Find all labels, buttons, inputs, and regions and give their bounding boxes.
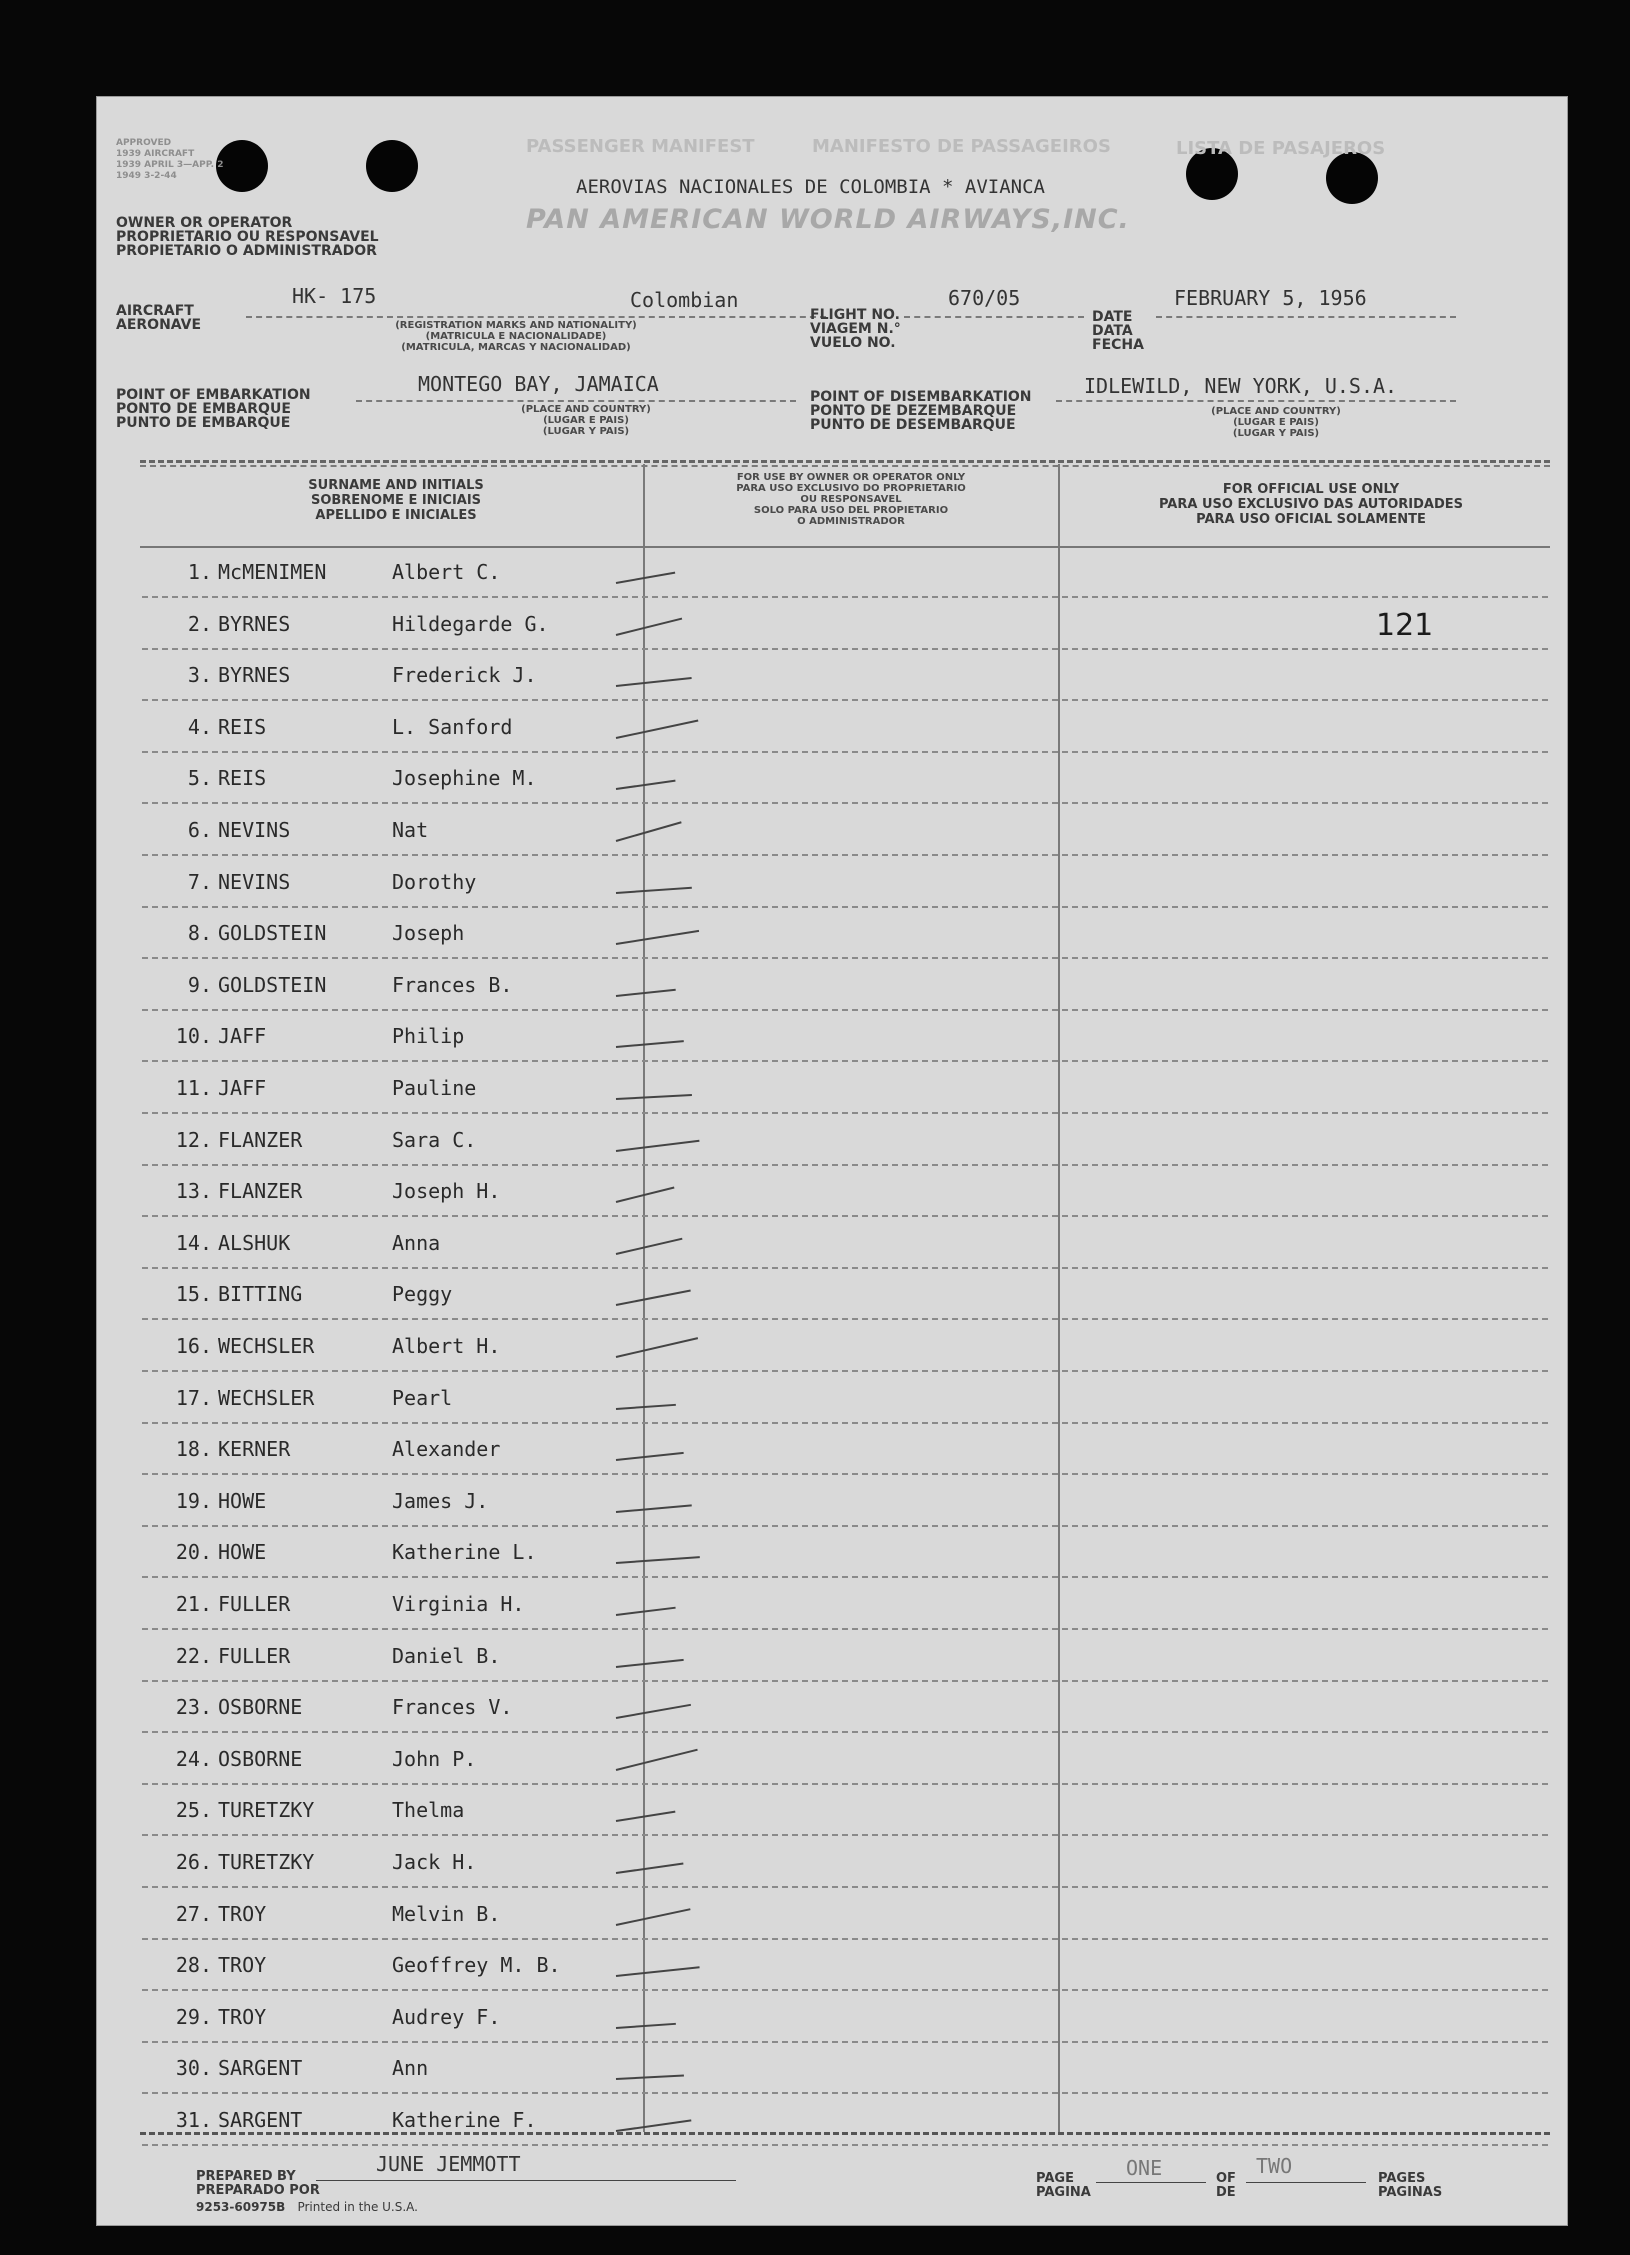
aircraft-label-line: AIRCRAFT [116, 303, 194, 319]
table-row [96, 1580, 1568, 1630]
check-mark [616, 1658, 684, 1667]
official-header-line: FOR OFFICIAL USE ONLY [1222, 482, 1400, 497]
passenger-number: 2. [187, 611, 212, 636]
passenger-surname: HOWE [218, 1540, 267, 1565]
passenger-surname: WECHSLER [218, 1334, 315, 1358]
passenger-number: 8. [187, 921, 212, 946]
disembark-place-note [1176, 406, 1376, 439]
passenger-number: 7. [187, 869, 212, 894]
of-label-line: DE [1216, 2185, 1236, 2200]
passenger-given-name: Frances B. [392, 972, 513, 997]
passenger-number: 23. [175, 1695, 212, 1720]
check-mark [616, 1966, 700, 1977]
date-label [1092, 310, 1144, 352]
passenger-number: 6. [187, 818, 212, 842]
row-rule [142, 1834, 1548, 1836]
form-title-pt: MANIFESTO DE PASSAGEIROS [812, 136, 1111, 157]
row-rule [142, 1886, 1548, 1888]
surname-column-header [176, 478, 616, 523]
table-row [96, 1632, 1568, 1682]
passenger-surname: SARGENT [218, 2108, 303, 2132]
row-rule [142, 906, 1548, 908]
passenger-surname: NEVINS [218, 869, 291, 894]
check-mark [616, 1187, 675, 1203]
check-mark [616, 677, 692, 687]
table-row [96, 1890, 1568, 1940]
check-mark [616, 1238, 683, 1255]
passenger-given-name: Pearl [392, 1385, 453, 1410]
row-rule [142, 1473, 1548, 1475]
place-note-line: (LUGAR E PAIS) [543, 415, 629, 426]
passenger-given-name: Ann [392, 2056, 429, 2081]
airline-operator: PAN AMERICAN WORLD AIRWAYS,INC. [526, 204, 1130, 235]
row-rule [142, 648, 1548, 650]
prepared-label-line: PREPARED BY [196, 2169, 296, 2184]
approval-line: APPROVED [116, 138, 172, 148]
row-rule [142, 1164, 1548, 1166]
row-rule [142, 751, 1548, 753]
table-row [96, 1012, 1568, 1062]
row-rule [142, 1576, 1548, 1578]
passenger-surname: BYRNES [218, 663, 291, 688]
passenger-number: 29. [175, 2004, 212, 2029]
row-rule [142, 1525, 1548, 1527]
operator-header-line: PARA USO EXCLUSIVO DO PROPRIETARIO [736, 483, 966, 494]
passenger-surname: TURETZKY [218, 1850, 315, 1874]
table-row [96, 1786, 1568, 1836]
official-header-line: PARA USO EXCLUSIVO DAS AUTORIDADES [1158, 497, 1464, 512]
table-row [96, 1425, 1568, 1475]
table-row [96, 548, 1568, 598]
passenger-given-name: Albert H. [392, 1334, 501, 1358]
passenger-surname: TROY [218, 1901, 267, 1926]
passenger-number: 22. [175, 1643, 212, 1668]
passenger-given-name: John P. [392, 1746, 477, 1771]
row-rule [142, 596, 1548, 598]
check-mark [616, 1504, 692, 1513]
date-underline [1156, 316, 1456, 318]
passenger-number: 5. [187, 766, 212, 791]
embark-underline [356, 400, 796, 402]
passenger-given-name: Melvin B. [392, 1901, 501, 1926]
check-mark [616, 572, 675, 584]
place-note-line: (PLACE AND COUNTRY) [1211, 406, 1341, 417]
check-mark [616, 2075, 684, 2081]
table-row [96, 754, 1568, 804]
passenger-given-name: L. Sanford [392, 714, 513, 739]
flight-label-line: FLIGHT NO. [810, 307, 900, 323]
check-mark [616, 930, 699, 945]
passenger-surname: GOLDSTEIN [218, 921, 327, 946]
flight-label-line: VIAGEM N.° [810, 321, 901, 337]
passenger-surname: TROY [218, 1953, 267, 1978]
check-mark [616, 1704, 691, 1719]
check-mark [616, 617, 682, 635]
passenger-number: 10. [175, 1024, 212, 1049]
table-row [96, 651, 1568, 701]
passenger-number: 19. [175, 1488, 212, 1513]
passenger-given-name: James J. [392, 1488, 489, 1513]
flight-number: 670/05 [948, 286, 1021, 310]
check-mark [616, 1403, 676, 1409]
page-underline [1096, 2182, 1206, 2183]
check-mark [616, 1337, 698, 1358]
passenger-number: 26. [175, 1850, 212, 1874]
passenger-number: 25. [175, 1798, 212, 1823]
table-row [96, 1219, 1568, 1269]
passenger-given-name: Frederick J. [392, 663, 537, 688]
passenger-number: 13. [175, 1179, 212, 1204]
passenger-surname: KERNER [218, 1437, 291, 1462]
date-label-line: FECHA [1092, 337, 1144, 353]
place-note-line: (LUGAR Y PAIS) [542, 426, 630, 437]
passenger-surname: HOWE [218, 1488, 267, 1513]
passenger-number: 4. [187, 714, 212, 739]
date-value: FEBRUARY 5, 1956 [1174, 286, 1367, 310]
passenger-number: 11. [175, 1076, 212, 1100]
check-mark [616, 1452, 684, 1461]
passenger-number: 21. [175, 1592, 212, 1616]
passenger-given-name: Katherine F. [392, 2108, 537, 2132]
passenger-given-name: Dorothy [392, 869, 477, 894]
official-header-line: PARA USO OFICIAL SOLAMENTE [1196, 512, 1426, 527]
approval-block [116, 138, 223, 182]
row-rule [142, 1267, 1548, 1269]
passenger-surname: FLANZER [218, 1127, 303, 1152]
passenger-number: 24. [175, 1746, 212, 1771]
passenger-surname: BITTING [218, 1282, 303, 1307]
table-row [96, 1735, 1568, 1785]
passenger-surname: TROY [218, 2004, 267, 2029]
embark-label [116, 388, 311, 430]
passenger-surname: FLANZER [218, 1179, 303, 1204]
passenger-given-name: Katherine L. [392, 1540, 537, 1565]
row-rule [142, 1731, 1548, 1733]
row-rule [142, 2092, 1548, 2094]
embark-place-note [486, 404, 686, 437]
approval-line: 1939 AIRCRAFT [116, 149, 195, 159]
row-rule [142, 1680, 1548, 1682]
pages-total: TWO [1256, 2154, 1293, 2178]
passenger-surname: NEVINS [218, 818, 291, 842]
registration-note-line: (MATRICULA, MARCAS Y NACIONALIDAD) [401, 342, 631, 353]
passenger-surname: SARGENT [218, 2056, 303, 2081]
passenger-number: 14. [175, 1230, 212, 1255]
table-row [96, 1116, 1568, 1166]
check-mark [616, 2119, 692, 2132]
place-note-line: (PLACE AND COUNTRY) [521, 404, 651, 415]
aircraft-underline [246, 316, 826, 318]
table-row [96, 806, 1568, 856]
passenger-given-name: Virginia H. [392, 1592, 525, 1616]
passenger-given-name: Albert C. [392, 560, 501, 584]
row-rule [142, 1628, 1548, 1630]
owner-label-line: PROPRIETARIO OU RESPONSAVEL [116, 229, 379, 245]
table-row [96, 1064, 1568, 1114]
row-rule [142, 957, 1548, 959]
passenger-number: 18. [175, 1437, 212, 1462]
pages-label [1378, 2172, 1442, 2200]
operator-header-line: OU RESPONSAVEL [800, 494, 902, 505]
passenger-given-name: Pauline [392, 1076, 477, 1100]
passenger-surname: McMENIMEN [218, 560, 327, 584]
registration-note-line: (REGISTRATION MARKS AND NATIONALITY) [395, 320, 637, 331]
check-mark [616, 1094, 692, 1100]
date-label-line: DATE [1092, 309, 1133, 325]
passenger-surname: FULLER [218, 1643, 291, 1668]
disembark-label-line: PUNTO DE DESEMBARQUE [810, 417, 1016, 433]
surname-header-line: APELLIDO E INICIALES [315, 508, 477, 523]
aircraft-label [116, 304, 201, 332]
row-rule [142, 2144, 1548, 2146]
row-rule [142, 802, 1548, 804]
table-row [96, 961, 1568, 1011]
prepared-label-line: PREPARADO POR [196, 2183, 320, 2198]
row-rule [142, 1370, 1548, 1372]
airline-name: AEROVIAS NACIONALES DE COLOMBIA * AVIANCA [576, 176, 1045, 198]
table-row [96, 1993, 1568, 2043]
disembark-value: IDLEWILD, NEW YORK, U.S.A. [1084, 374, 1398, 398]
passenger-surname: REIS [218, 714, 267, 739]
table-row [96, 1374, 1568, 1424]
passenger-given-name: Alexander [392, 1437, 501, 1462]
flight-underline [904, 316, 1084, 318]
page-label [1036, 2172, 1091, 2200]
passenger-surname: FULLER [218, 1592, 291, 1616]
passenger-number: 27. [175, 1901, 212, 1926]
punch-hole-2 [366, 140, 418, 192]
table-row [96, 909, 1568, 959]
row-rule [142, 1215, 1548, 1217]
pages-label-line: PAGES [1378, 2171, 1426, 2186]
check-mark [616, 1139, 700, 1151]
row-rule [142, 1112, 1548, 1114]
flight-label [810, 308, 901, 350]
surname-header-line: SOBRENOME E INICIAIS [310, 493, 482, 508]
passenger-given-name: Philip [392, 1024, 465, 1049]
row-rule [142, 1938, 1548, 1940]
embark-label-line: POINT OF EMBARKATION [116, 387, 311, 403]
passenger-surname: GOLDSTEIN [218, 972, 327, 997]
place-note-line: (LUGAR E PAIS) [1233, 417, 1319, 428]
approval-line: 1949 3-2-44 [116, 171, 177, 181]
owner-label-line: PROPIETARIO O ADMINISTRADOR [116, 243, 377, 259]
table-row [96, 1528, 1568, 1578]
passenger-surname: BYRNES [218, 611, 291, 636]
passenger-number: 30. [175, 2056, 212, 2081]
row-rule [142, 1318, 1548, 1320]
place-note-line: (LUGAR Y PAIS) [1232, 428, 1320, 439]
aircraft-registration: HK- 175 [292, 284, 377, 308]
table-row [96, 1167, 1568, 1217]
owner-label-line: OWNER OR OPERATOR [116, 215, 293, 231]
passenger-number: 20. [175, 1540, 212, 1565]
flight-label-line: VUELO NO. [810, 335, 896, 351]
table-top-border-2 [140, 465, 1550, 467]
table-row [96, 600, 1568, 650]
passenger-number: 31. [175, 2108, 212, 2132]
passenger-given-name: Daniel B. [392, 1643, 501, 1668]
passenger-number: 17. [175, 1385, 212, 1410]
passenger-number: 1. [187, 560, 212, 584]
table-row [96, 1683, 1568, 1733]
pages-label-line: PAGINAS [1378, 2185, 1443, 2200]
check-mark [616, 1749, 698, 1771]
table-row [96, 2096, 1568, 2146]
passenger-surname: ALSHUK [218, 1230, 291, 1255]
table-bottom-border [140, 2132, 1550, 2135]
row-rule [142, 1060, 1548, 1062]
embark-value: MONTEGO BAY, JAMAICA [418, 372, 659, 396]
passenger-number: 9. [187, 972, 212, 997]
aircraft-nationality: Colombian [630, 288, 739, 312]
disembark-label-line: PONTO DE DEZEMBARQUE [810, 403, 1017, 419]
row-rule [142, 1783, 1548, 1785]
aircraft-label-line: AERONAVE [116, 317, 202, 333]
row-rule [142, 699, 1548, 701]
table-row [96, 2044, 1568, 2094]
pages-underline [1246, 2182, 1366, 2183]
row-rule [142, 854, 1548, 856]
table-row [96, 1477, 1568, 1527]
check-mark [616, 1040, 684, 1048]
passenger-number: 28. [175, 1953, 212, 1978]
punch-hole-4 [1326, 152, 1378, 204]
page-number: ONE [1126, 2156, 1163, 2180]
of-label-line: OF [1216, 2171, 1236, 2186]
check-mark [616, 1863, 684, 1874]
passenger-surname: JAFF [218, 1076, 267, 1100]
operator-column-header [656, 472, 1046, 527]
table-row [96, 1941, 1568, 1991]
table-row [96, 1838, 1568, 1888]
registration-note [346, 320, 686, 353]
passenger-given-name: Anna [392, 1230, 441, 1255]
check-mark [616, 719, 699, 738]
check-mark [616, 780, 676, 790]
table-row [96, 1322, 1568, 1372]
punch-hole-1 [216, 140, 268, 192]
check-mark [616, 1290, 691, 1306]
check-mark [616, 821, 682, 842]
passenger-given-name: Joseph H. [392, 1179, 501, 1204]
disembark-label-line: POINT OF DISEMBARKATION [810, 389, 1032, 405]
of-label [1216, 2172, 1236, 2200]
passenger-given-name: Thelma [392, 1798, 465, 1823]
table-row [96, 1270, 1568, 1320]
row-rule [142, 2041, 1548, 2043]
table-row [96, 703, 1568, 753]
passenger-given-name: Sara C. [392, 1127, 477, 1152]
manifest-sheet [96, 96, 1568, 2226]
passenger-given-name: Geoffrey M. B. [392, 1953, 561, 1978]
official-column-header [1066, 482, 1556, 527]
check-mark [616, 1908, 691, 1926]
passenger-surname: OSBORNE [218, 1746, 303, 1771]
operator-header-line: FOR USE BY OWNER OR OPERATOR ONLY [736, 472, 966, 483]
passenger-given-name: Josephine M. [392, 766, 537, 791]
passenger-given-name: Peggy [392, 1282, 453, 1307]
prepared-label [196, 2170, 320, 2198]
form-footer [196, 2200, 418, 2214]
prepared-by-value: JUNE JEMMOTT [376, 2152, 521, 2176]
page-label-line: PAGINA [1036, 2185, 1091, 2200]
prepared-underline [316, 2180, 736, 2181]
check-mark [616, 1811, 676, 1822]
check-mark [616, 1557, 700, 1565]
form-number: 9253-60975B [196, 2200, 286, 2214]
operator-header-line: SOLO PARA USO DEL PROPIETARIO [753, 505, 949, 516]
disembark-label [810, 390, 1032, 432]
check-mark [616, 2023, 676, 2029]
check-mark [616, 886, 692, 893]
passenger-given-name: Nat [392, 818, 429, 842]
embark-label-line: PONTO DE EMBARQUE [116, 401, 291, 417]
passenger-number: 15. [175, 1282, 212, 1307]
embark-label-line: PUNTO DE EMBARQUE [116, 415, 291, 431]
form-title-en: PASSENGER MANIFEST [526, 136, 755, 157]
official-note: 121 [1376, 608, 1434, 643]
passenger-given-name: Joseph [392, 921, 465, 946]
disembark-underline [1056, 400, 1456, 402]
passenger-surname: REIS [218, 766, 267, 791]
passenger-given-name: Jack H. [392, 1850, 477, 1874]
table-top-border [140, 460, 1550, 463]
passenger-given-name: Audrey F. [392, 2004, 501, 2029]
approval-line: 1939 APRIL 3—APP. 2 [116, 160, 224, 170]
row-rule [142, 1009, 1548, 1011]
operator-header-line: O ADMINISTRADOR [797, 516, 905, 527]
row-rule [142, 1989, 1548, 1991]
owner-label [116, 216, 379, 258]
surname-header-line: SURNAME AND INITIALS [308, 478, 484, 493]
check-mark [616, 1607, 676, 1616]
passenger-number: 3. [187, 663, 212, 688]
passenger-surname: OSBORNE [218, 1695, 303, 1720]
form-title-es: LISTA DE PASAJEROS [1176, 138, 1386, 159]
passenger-given-name: Hildegarde G. [392, 611, 549, 636]
passenger-number: 16. [175, 1334, 212, 1358]
date-label-line: DATA [1092, 323, 1133, 339]
table-row [96, 858, 1568, 908]
row-rule [142, 1422, 1548, 1424]
passenger-surname: JAFF [218, 1024, 267, 1049]
printed-note: Printed in the U.S.A. [297, 2200, 418, 2214]
page-label-line: PAGE [1036, 2171, 1074, 2186]
passenger-surname: TURETZKY [218, 1798, 315, 1823]
passenger-surname: WECHSLER [218, 1385, 315, 1410]
passenger-number: 12. [175, 1127, 212, 1152]
check-mark [616, 989, 676, 997]
registration-note-line: (MATRICULA E NACIONALIDADE) [425, 331, 607, 342]
passenger-given-name: Frances V. [392, 1695, 513, 1720]
